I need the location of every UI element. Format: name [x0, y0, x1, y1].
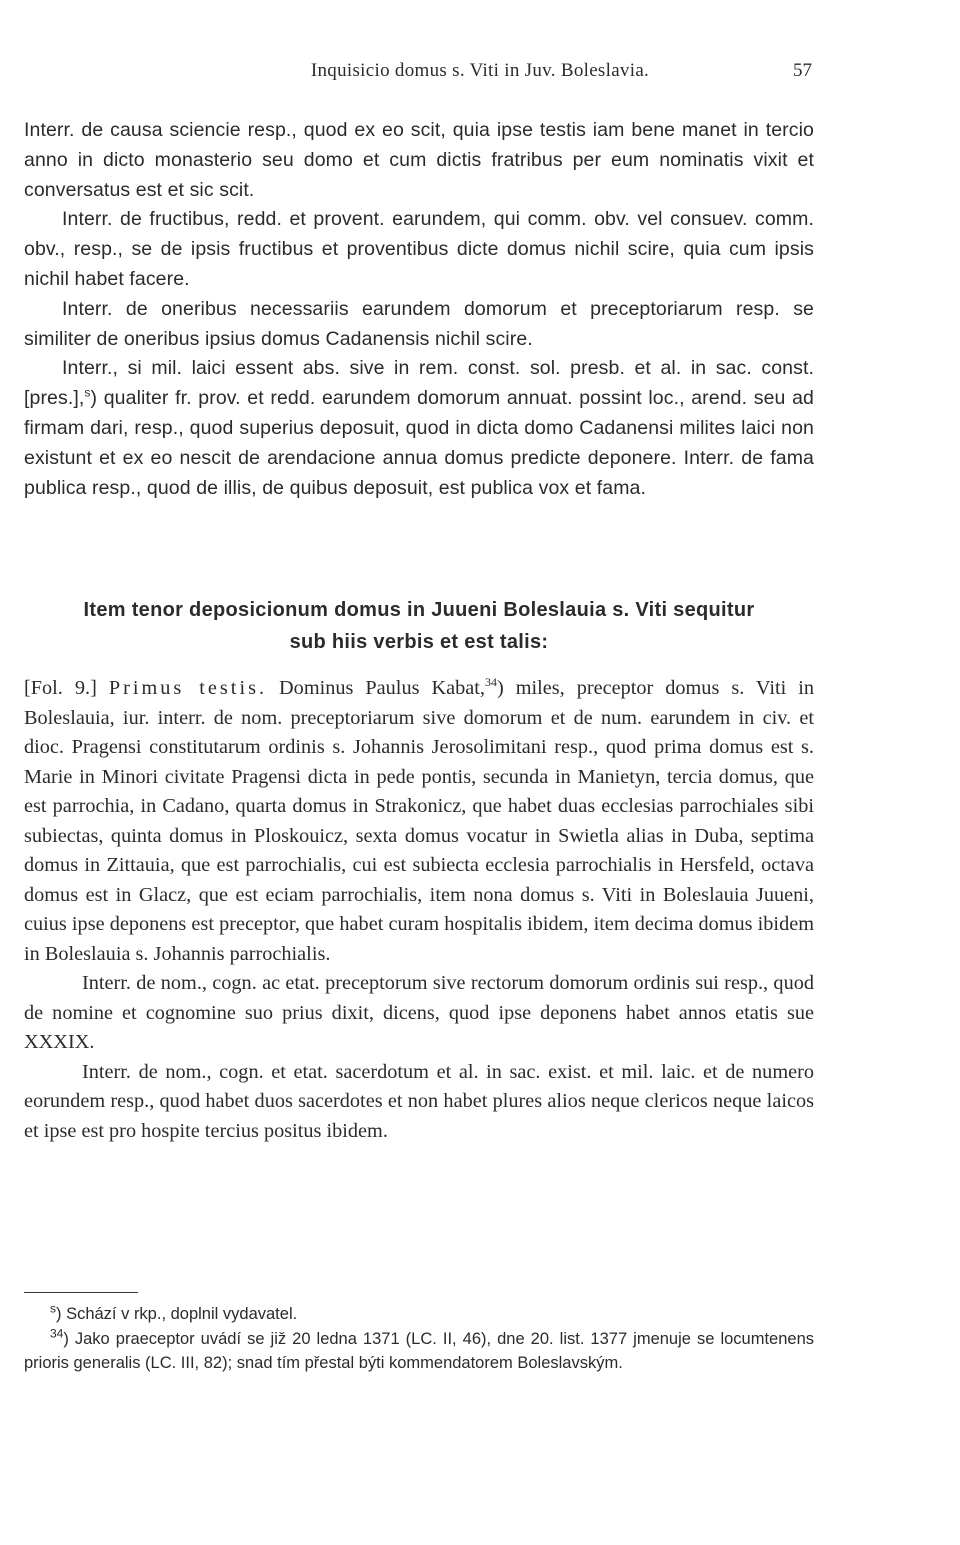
witness-label: Primus testis.	[108, 677, 268, 699]
footnote-mark-34: 34	[50, 1326, 64, 1340]
interrogatory-section	[24, 116, 814, 503]
paragraph-milites-laici-part2: ) qualiter fr. prov. et redd. earundem domorum annuat. possint loc., arend. seu ad firmam dari, resp., quod superius deposuit, quod in dicta domo Cadanensi milites laici non existunt et ex eo nescit de arendacione annua domus predicte deponere. Interr. de fama publica resp., quod de illis, de quibus deposuit, est publica vox et fama.	[24, 387, 814, 499]
footnote-s	[24, 1302, 814, 1327]
footnotes	[24, 1302, 814, 1376]
paragraph-primus-testis-part2: ) miles, preceptor domus s. Viti in Boleslauia, iur. interr. de nom. preceptoriarum sive domorum et de num. earundem in civ. et dioc. Pragensi constitutarum ordinis s. Johannis Jerosolimitani resp., quod prima domus est s. Marie in Minori civitate Pragensi dicta in pede pontis, secunda in Manietyn, tercia domus, que est parrochia, in Cadano, quarta domus in Strakonicz, que habet duas ecclesias parrochiales sibi subiectas, quinta domus in Ploskouicz, sexta domus vocatur in Swietla alias in Duba, septima domus in Zittauia, que est parrochialis, cui est subiecta ecclesia parrochialis in Hersfeld, octava domus est in Glacz, que est eciam parrochialis, item nona domus s. Viti in Boleslauia Juueni, cuius ipse deponens est preceptor, que habet curam hospitalis ibidem, item decima domus ibidem in Boleslauia s. Johannis parrochialis.	[24, 677, 815, 965]
footnote-ref-34: 34	[484, 675, 497, 690]
running-head	[0, 60, 960, 88]
footnote-mark-s: s	[50, 1301, 56, 1316]
paragraph-primus-testis	[24, 674, 814, 969]
footnote-34-text: ) Jako praeceptor uvádí se již 20 ledna 1371 (LC. II, 46), dne 20. list. 1377 jmenuje se locumtenens prioris generalis (LC. III, 82); snad tím přestal býti kommendatorem Boleslavským.	[24, 1329, 814, 1372]
deposition-section	[24, 674, 814, 1146]
paragraph-milites-laici-part1: Interr., si mil. laici essent abs. sive in rem. const. sol. presb. et al. in sac. const. [pres.],	[24, 357, 814, 410]
section-heading-line1: Item tenor deposicionum domus in Juueni Boleslauia s. Viti sequitur	[83, 599, 755, 621]
footnote-s-text: ) Schází v rkp., doplnil vydavatel.	[56, 1305, 298, 1323]
running-title: Inquisicio domus s. Viti in Juv. Boleslavia.	[310, 60, 650, 81]
footnote-34	[24, 1327, 814, 1376]
section-heading	[24, 594, 814, 658]
footnote-rule	[24, 1292, 138, 1293]
folio-marker: [Fol. 9.]	[24, 677, 109, 699]
page-number: 57	[793, 60, 812, 81]
paragraph-fructibus: Interr. de fructibus, redd. et provent. earundem, qui comm. obv. vel consuev. comm. obv., resp., se de ipsis fructibus et proventibus dicte domus nichil scire, quia cum ipsis nichil habet facere.	[24, 208, 814, 290]
footnote-ref-s: s	[84, 385, 91, 400]
paragraph-milites-laici	[24, 354, 814, 503]
section-heading-line2: sub hiis verbis et est talis:	[289, 631, 549, 653]
paragraph-oneribus: Interr. de oneribus necessariis earundem domorum et preceptoriarum resp. se similiter de oneribus ipsius domus Cadanensis nichil scire.	[24, 297, 814, 350]
paragraph-primus-testis-part1: Dominus Paulus Kabat,	[267, 677, 485, 699]
paragraph-sacerdotum: Interr. de nom., cogn. et etat. sacerdotum et al. in sac. exist. et mil. laic. et de numero eorundem resp., quod habet duos sacerdotes et non habet plures alios neque clericos neque laicos et ipse est pro hospite tercius positus ibidem.	[24, 1060, 814, 1142]
paragraph-preceptorum: Interr. de nom., cogn. ac etat. preceptorum sive rectorum domorum ordinis sui resp., quod de nomine et cognomine suo prius dixit, dicens, quod ipse deponens habet annos etatis sue XXXIX.	[24, 972, 814, 1053]
paragraph-causa-sciencie: Interr. de causa sciencie resp., quod ex eo scit, quia ipse testis iam bene manet in tercio anno in dicto monasterio seu domo et cum dictis fratribus per eum nominatis vixit et conversatus est et sic scit.	[24, 119, 814, 201]
